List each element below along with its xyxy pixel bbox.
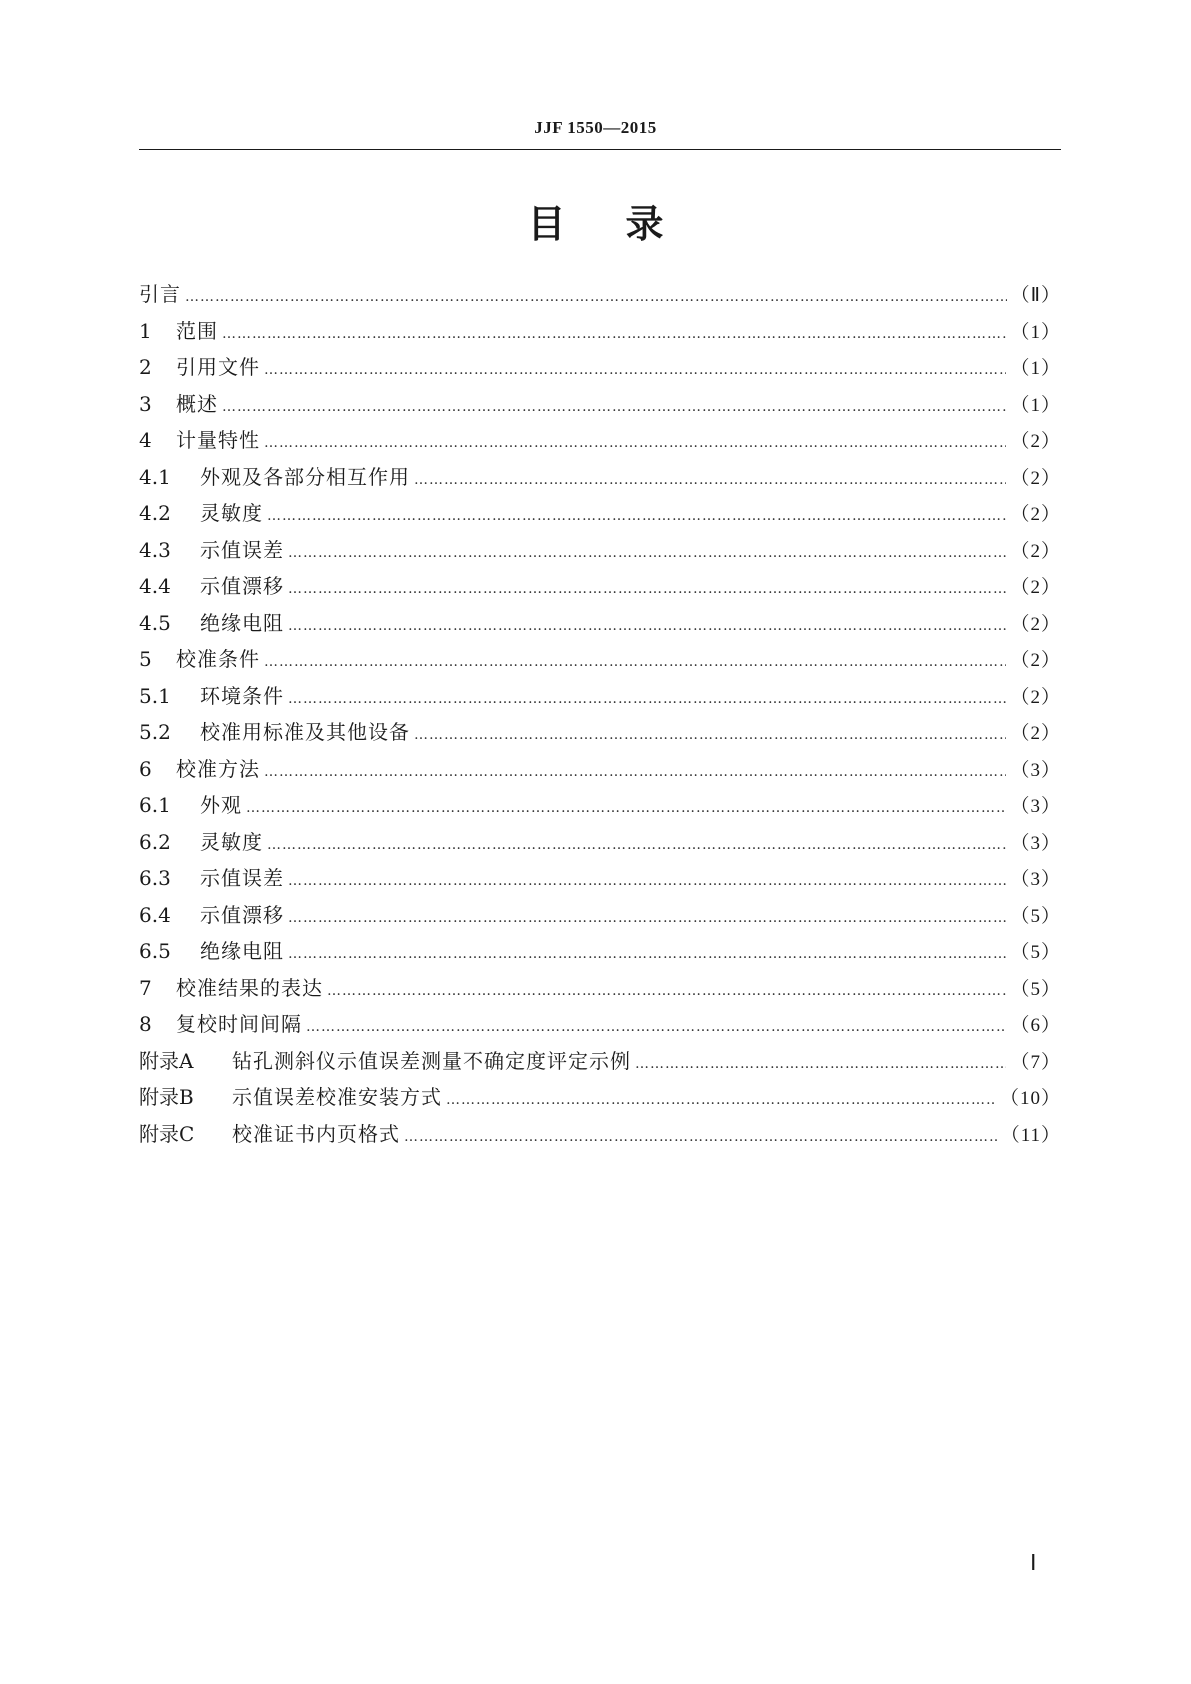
toc-dot-leader — [414, 472, 1006, 488]
toc-entry-number: 4.2 — [139, 501, 171, 525]
toc-entry[interactable] — [139, 1008, 1061, 1045]
toc-dot-leader — [306, 1019, 1006, 1035]
toc-entry-page: （10） — [999, 1088, 1061, 1109]
toc-entry-label: 概述 — [176, 391, 218, 416]
toc-dot-leader — [264, 764, 1006, 780]
toc-entry-number: 6 — [139, 756, 152, 781]
toc-entry-label: 灵敏度 — [200, 501, 263, 525]
toc-entry-number: 8 — [139, 1012, 152, 1036]
toc-entry[interactable] — [139, 753, 1061, 790]
toc-dot-leader — [222, 326, 1006, 342]
toc-entry[interactable] — [139, 607, 1061, 644]
toc-entry-number: 4.3 — [139, 537, 171, 562]
toc-entry-page: （2） — [1010, 577, 1061, 598]
toc-dot-leader — [222, 399, 1006, 415]
toc-entry-page: （2） — [1010, 650, 1061, 671]
toc-entry-number: 6.3 — [139, 866, 171, 890]
toc-entry-number: 2 — [139, 355, 152, 379]
toc-entry-number: 7 — [139, 975, 152, 1000]
toc-entry-page: （5） — [1010, 978, 1061, 1000]
toc-entry[interactable] — [139, 424, 1061, 461]
toc-dot-leader — [288, 581, 1006, 597]
toc-entry-number: 4.1 — [139, 464, 171, 489]
toc-entry[interactable] — [139, 388, 1061, 425]
toc-entry[interactable] — [139, 461, 1061, 498]
toc-entry-page: （2） — [1010, 504, 1061, 525]
toc-entry[interactable] — [139, 789, 1061, 826]
toc-entry-label: 绝缘电阻 — [200, 939, 284, 963]
toc-entry-page: （2） — [1010, 431, 1061, 452]
toc-dot-leader — [288, 691, 1006, 707]
toc-entry-number: 4.4 — [139, 574, 171, 598]
toc-entry-label: 范围 — [176, 318, 218, 343]
header-rule — [139, 149, 1061, 150]
toc-entry-page: （1） — [1010, 321, 1061, 343]
toc-entry-label: 示值漂移 — [200, 902, 284, 927]
toc-entry-page: （Ⅱ） — [1010, 285, 1061, 306]
toc-entry[interactable] — [139, 716, 1061, 753]
toc-entry[interactable] — [139, 534, 1061, 571]
toc-entry-number: 5.1 — [139, 683, 171, 708]
toc-entry-page: （6） — [1010, 1015, 1061, 1036]
toc-entry-number: 6.4 — [139, 902, 171, 927]
toc-entry[interactable] — [139, 497, 1061, 534]
toc-dot-leader — [288, 545, 1006, 561]
toc-entry-page: （3） — [1010, 832, 1061, 854]
toc-entry-page: （3） — [1010, 796, 1061, 817]
toc-entry-label: 计量特性 — [176, 428, 260, 452]
toc-dot-leader — [264, 654, 1006, 670]
toc-entry-label: 示值误差校准安装方式 — [232, 1085, 442, 1109]
table-of-contents — [139, 278, 1061, 1154]
toc-dot-leader — [267, 508, 1006, 524]
toc-entry-number: 6.5 — [139, 939, 171, 963]
toc-entry-page: （5） — [1010, 942, 1061, 963]
toc-entry-label: 示值误差 — [200, 866, 284, 890]
toc-entry-label: 校准证书内页格式 — [232, 1121, 400, 1146]
toc-entry-number: 4 — [139, 428, 152, 452]
toc-entry-page: （1） — [1010, 394, 1061, 416]
toc-entry-label: 外观及各部分相互作用 — [200, 464, 410, 489]
toc-entry-number: 附录B — [139, 1085, 194, 1109]
toc-entry-page: （7） — [1010, 1051, 1061, 1073]
toc-entry-label: 校准方法 — [176, 756, 260, 781]
toc-dot-leader — [414, 727, 1006, 743]
toc-entry-label: 校准结果的表达 — [176, 975, 323, 1000]
toc-entry[interactable] — [139, 1081, 1061, 1118]
toc-entry[interactable] — [139, 1045, 1061, 1082]
toc-entry-label: 示值漂移 — [200, 574, 284, 598]
toc-entry-page: （2） — [1010, 723, 1061, 744]
toc-entry[interactable] — [139, 972, 1061, 1009]
toc-entry[interactable] — [139, 315, 1061, 352]
toc-dot-leader — [264, 362, 1006, 378]
document-code-header: JJF 1550—2015 — [534, 118, 657, 137]
page-title: 目录 — [527, 202, 724, 246]
toc-entry-label: 示值误差 — [200, 537, 284, 562]
toc-entry-label: 校准用标准及其他设备 — [200, 720, 410, 744]
toc-entry[interactable] — [139, 1118, 1061, 1155]
toc-entry-number: 5.2 — [139, 720, 171, 744]
page-folio: Ⅰ — [1030, 1550, 1037, 1575]
toc-entry-number: 5 — [139, 647, 152, 671]
toc-entry-page: （11） — [1000, 1124, 1061, 1146]
toc-entry-label: 灵敏度 — [200, 829, 263, 854]
toc-entry-label: 环境条件 — [200, 683, 284, 708]
toc-dot-leader — [446, 1092, 996, 1108]
toc-dot-leader — [327, 983, 1006, 999]
toc-entry-label: 校准条件 — [176, 647, 260, 671]
toc-entry[interactable] — [139, 680, 1061, 717]
toc-dot-leader — [246, 800, 1006, 816]
toc-dot-leader — [288, 946, 1006, 962]
toc-entry-label: 钻孔测斜仪示值误差测量不确定度评定示例 — [232, 1048, 631, 1073]
toc-entry-label: 引言 — [139, 282, 181, 306]
toc-entry-page: （2） — [1010, 686, 1061, 708]
toc-dot-leader — [267, 837, 1006, 853]
toc-dot-leader — [185, 289, 1007, 305]
toc-entry[interactable] — [139, 899, 1061, 936]
toc-entry-number: 6.1 — [139, 793, 171, 817]
toc-entry-number: 3 — [139, 391, 152, 416]
toc-entry-page: （3） — [1010, 869, 1061, 890]
toc-entry[interactable] — [139, 570, 1061, 607]
toc-dot-leader — [288, 873, 1006, 889]
toc-dot-leader — [264, 435, 1006, 451]
toc-entry-page: （2） — [1010, 467, 1061, 489]
toc-entry[interactable] — [139, 826, 1061, 863]
toc-entry-page: （1） — [1010, 358, 1061, 379]
toc-entry[interactable] — [139, 862, 1061, 899]
toc-entry[interactable] — [139, 935, 1061, 972]
toc-entry-number: 附录C — [139, 1121, 195, 1146]
toc-entry-number: 4.5 — [139, 610, 171, 635]
toc-entry-number: 附录A — [139, 1048, 194, 1073]
toc-entry-page: （3） — [1010, 759, 1061, 781]
toc-entry-page: （2） — [1010, 613, 1061, 635]
toc-entry[interactable] — [139, 278, 1061, 315]
toc-entry-page: （5） — [1010, 905, 1061, 927]
toc-dot-leader — [288, 618, 1006, 634]
toc-entry-label: 复校时间间隔 — [176, 1012, 302, 1036]
toc-entry-page: （2） — [1010, 540, 1061, 562]
toc-entry-number: 6.2 — [139, 829, 171, 854]
toc-dot-leader — [635, 1056, 1006, 1072]
toc-entry-label: 绝缘电阻 — [200, 610, 284, 635]
toc-entry-label: 外观 — [200, 793, 242, 817]
toc-dot-leader — [288, 910, 1006, 926]
toc-entry[interactable] — [139, 643, 1061, 680]
toc-entry[interactable] — [139, 351, 1061, 388]
toc-entry-label: 引用文件 — [176, 355, 260, 379]
toc-entry-number: 1 — [139, 318, 152, 343]
toc-dot-leader — [404, 1129, 997, 1145]
